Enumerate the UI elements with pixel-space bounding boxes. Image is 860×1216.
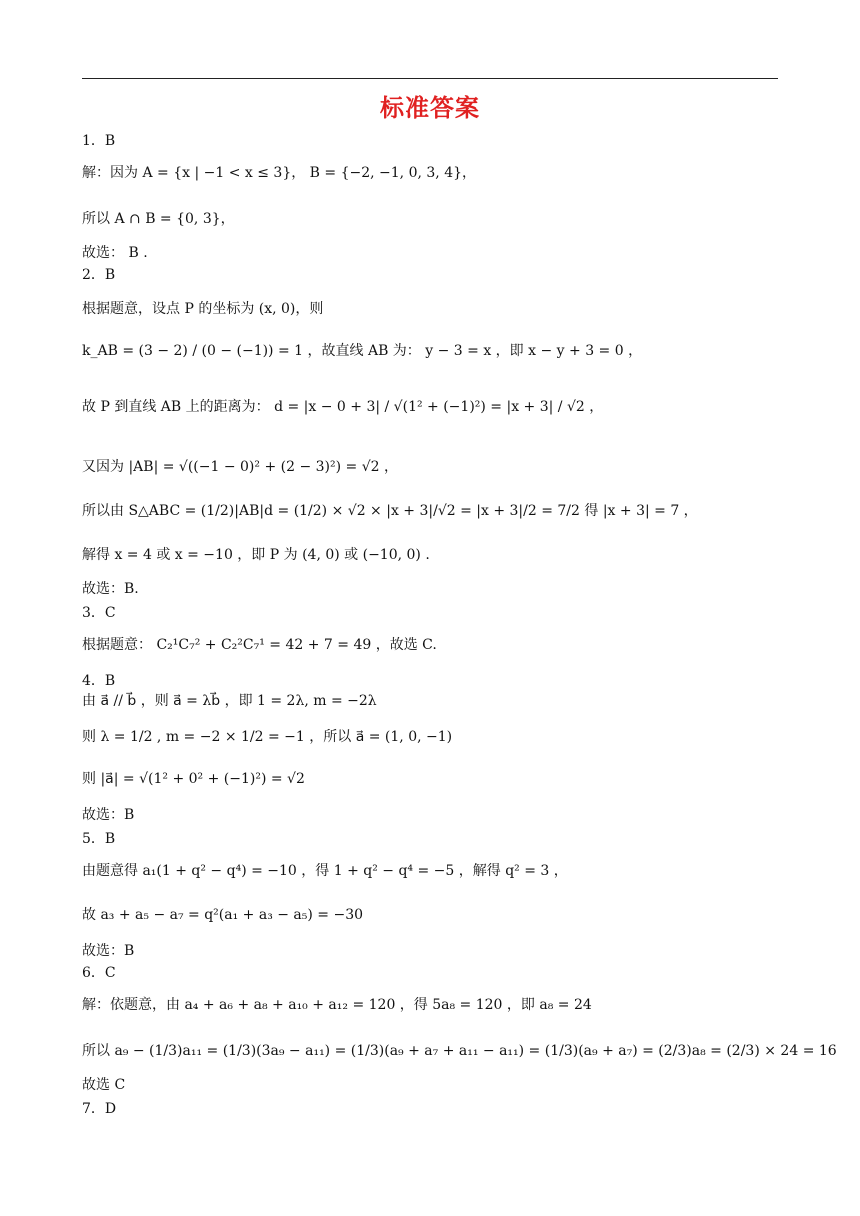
answer-5-line: 由题意得 a₁(1 + q² − q⁴) = −10 ，得 1 + q² − q⁴ = −5 ，解得 q² = 3 ， — [82, 863, 568, 879]
answer-5-conclusion: 故选：B — [82, 943, 135, 959]
answer-5-heading: 5．B — [82, 831, 116, 847]
answer-1-conclusion: 故选： B . — [82, 245, 148, 261]
answer-2-conclusion: 故选：B. — [82, 581, 139, 597]
answer-1-line: 解：因为 A = {x | −1 < x ≤ 3}， B = {−2, −1, 0, 3, 4}， — [82, 165, 477, 181]
answer-2-line: 故 P 到直线 AB 上的距离为： d = |x − 0 + 3| / √(1² + (−1)²) = |x + 3| / √2 ， — [82, 399, 604, 415]
answer-2-heading: 2．B — [82, 267, 116, 283]
answer-6-heading: 6．C — [82, 965, 116, 981]
answer-4-heading: 4．B — [82, 673, 116, 689]
answer-4-line: 由 a⃗ // b⃗ ，则 a⃗ = λb⃗ ，即 1 = 2λ, m = −2λ — [82, 693, 377, 709]
answer-4-conclusion: 故选：B — [82, 807, 135, 823]
answer-3-heading: 3．C — [82, 605, 116, 621]
answer-1-heading: 1．B — [82, 133, 116, 149]
answer-2-line: 根据题意，设点 P 的坐标为 (x, 0)，则 — [82, 301, 324, 317]
answer-2-line: 所以由 S△ABC = (1/2)|AB|d = (1/2) × √2 × |x + 3|/√2 = |x + 3|/2 = 7/2 得 |x + 3| = 7 ， — [82, 503, 698, 519]
answer-5-line: 故 a₃ + a₅ − a₇ = q²(a₁ + a₃ − a₅) = −30 — [82, 907, 364, 923]
answer-2-line: 又因为 |AB| = √((−1 − 0)² + (2 − 3)²) = √2 ， — [82, 459, 398, 475]
answer-7-heading: 7．D — [82, 1101, 117, 1117]
answer-4-line: 则 |a⃗| = √(1² + 0² + (−1)²) = √2 — [82, 771, 305, 787]
answer-6-conclusion: 故选 C — [82, 1077, 126, 1093]
answer-6-line: 所以 a₉ − (1/3)a₁₁ = (1/3)(3a₉ − a₁₁) = (1/3)(a₉ + a₇ + a₁₁ − a₁₁) = (1/3)(a₉ + a₇) = (2/3)a₈ = (2/3) × 24 = 16 — [82, 1043, 837, 1059]
answer-4-line: 则 λ = 1/2 , m = −2 × 1/2 = −1 ，所以 a⃗ = (1, 0, −1) — [82, 729, 453, 745]
answer-3-line: 根据题意： C₂¹C₇² + C₂²C₇¹ = 42 + 7 = 49 ，故选 C. — [82, 637, 437, 653]
answer-6-line: 解：依题意，由 a₄ + a₆ + a₈ + a₁₀ + a₁₂ = 120 ，得 5a₈ = 120 ，即 a₈ = 24 — [82, 997, 592, 1013]
answer-2-line: 解得 x = 4 或 x = −10 ，即 P 为 (4, 0) 或 (−10, 0) . — [82, 547, 430, 563]
answer-1-line: 所以 A ∩ B = {0, 3}， — [82, 211, 235, 227]
answer-2-line: k_AB = (3 − 2) / (0 − (−1)) = 1 ，故直线 AB 为： y − 3 = x ，即 x − y + 3 = 0 ， — [82, 343, 643, 359]
header-rule — [82, 78, 778, 79]
page-title: 标准答案 — [380, 94, 480, 122]
